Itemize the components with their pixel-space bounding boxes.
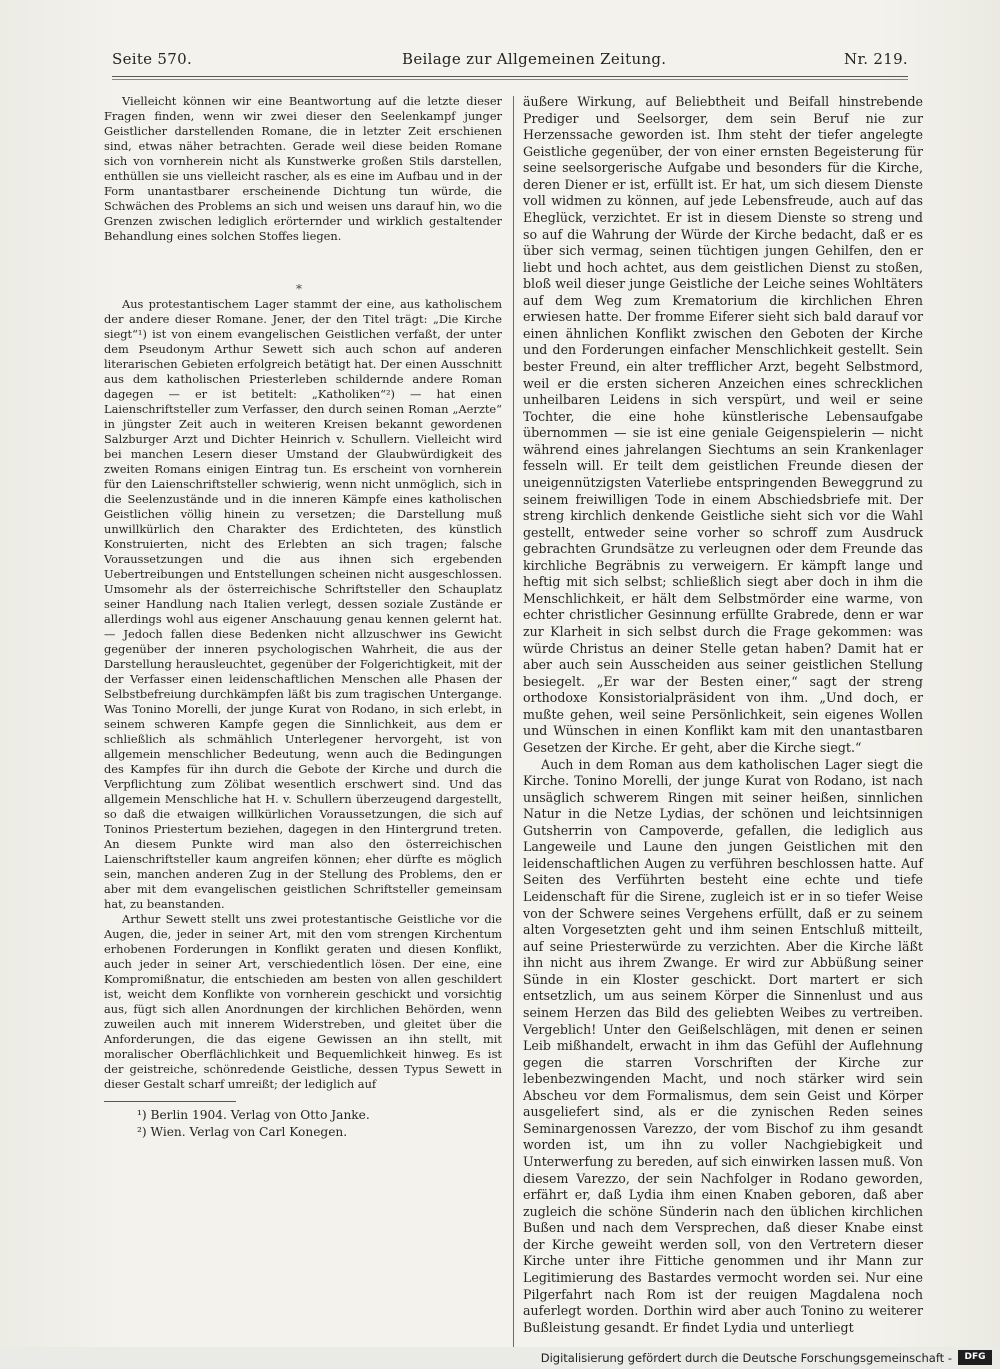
footnotes — [137, 1107, 370, 1141]
paragraph: Auch in dem Roman aus dem katholischen Lager siegt die Kirche. Tonino Morelli, der junge Kurat von Rodano, ist nach unsäglich schwerem Ringen mit seiner heißen, sinnlichen Natur in die Netze Lydias, der schönen und leichtsinnigen Gutsherrin von Campoverde, gefallen, die lediglich aus Langeweile und Laune den jungen Geistlichen mit den leidenschaftlichen Augen zu verführen beschlossen hatte. Auf Seiten des Verführten besteht eine echte und tiefe Leidenschaft für die Sirene, zugleich ist er in so tiefer Weise von der Schwere seines Vergehens erfüllt, daß er zu seinem alten Vorgesetzten geht und ihm seinen Entschluß mitteilt, auf seine Priesterwürde zu verzichten. Aber die Kirche läßt ihn nicht aus ihrem Zwange. Er wird zur Abbüßung seiner Sünde in ein Kloster geschickt. Dort martert er sich entsetzlich, um aus seinem Körper die Sinnenlust und aus seinem Herzen das Bild des geliebten Weibes zu vertreiben. Vergeblich! Unter den Geißelschlägen, mit denen er seinen Leib mißhandelt, erwacht in ihm das Gefühl der Auflehnung gegen die starren Vorschriften der Kirche zur lebenbezwingenden Macht, und noch stärker wird sein Abscheu vor dem Formalismus, dem sein Geist und Körper ausgeliefert sind, als er die zynischen Reden seines Seminargenossen Varezzo, der vom Bischof zu ihm gesandt worden ist, um ihn zu voller Nachgiebigkeit und Unterwerfung zu bereden, auf sich einwirken lassen muß. Von diesem Varezzo, der sein Nachfolger in Rodano geworden, erfährt er, daß Lydia ihm einen Knaben geboren, daß aber zugleich die schöne Sünderin nach den üblichen kirchlichen Bußen und nach dem Versprechen, daß dieser Knabe einst der Kirche geweiht werden soll, von den Vertretern dieser Kirche unter ihre Fittiche genommen und ihr Mann zur Legitimierung des Bastardes vermocht worden sei. Nur eine Pilgerfahrt nach Rom ist der reuigen Magdalena noch auferlegt worden. Dorthin wird aber auch Tonino zu weiterer Bußleistung gesandt. Er findet Lydia und unterliegt — [523, 756, 923, 1335]
page-number: Seite 570. — [112, 50, 193, 68]
section-separator: * — [296, 282, 302, 296]
footnote: ²) Wien. Verlag von Carl Konegen. — [137, 1125, 348, 1139]
paragraph: Vielleicht können wir eine Beantwortung auf die letzte dieser Fragen finden, wenn wir zwei dieser den Seelenkampf junger Geistlicher darstellenden Romane, die in letzter Zeit erschienen sind, etwas näher betrachten. Gerade weil diese beiden Romane sich von vornherein nicht als Kunstwerke großen Stils darstellen, enthüllen sie uns vielleicht rascher, als es eine im Aufbau und in der Form unantastbarer erscheinende Dichtung tun würde, die Schwächen des Problems an sich und weisen uns darauf hin, wo die Grenzen zwischen lediglich erörternder und wirklich gestaltender Behandlung eines solchen Stoffes liegen. — [104, 94, 502, 243]
header-rule-secondary — [112, 79, 908, 80]
publication-title: Beilage zur Allgemeinen Zeitung. — [402, 50, 667, 68]
digitization-credit: Digitalisierung gefördert durch die Deutsche Forschungsgemeinschaft - — [540, 1351, 952, 1365]
paragraph: äußere Wirkung, auf Beliebtheit und Beifall hinstrebende Prediger und Seelsorger, dem sein Beruf nie zur Herzenssache geworden ist. Ihm steht der tiefer angelegte Geistliche gegenüber, der von einer ernsten Begeisterung für seine seelsorgerische Aufgabe und besonders für die Kirche, deren Diener er ist, erfüllt ist. Er hat, um sich diesem Dienste voll widmen zu können, auf jede Lebensfreude, auch auf das Eheglück, verzichtet. Er ist in diesem Dienste so streng und so auf die Wahrung der Würde der Kirche bedacht, daß er es über sich vermag, seinen tüchtigen jungen Gehilfen, den er liebt und hoch achtet, aus dem geistlichen Dienst zu stoßen, bloß weil dieser junge Geistliche der Leiche seines Wohltäters auf dem Weg zum Krematorium die kirchlichen Ehren erwiesen hatte. Der fromme Eiferer sieht sich bald darauf vor einen ähnlichen Konflikt zwischen den Geboten der Kirche und den Forderungen einfacher Menschlichkeit gestellt. Sein bester Freund, ein alter trefflicher Arzt, begeht Selbstmord, weil er die ersten sicheren Anzeichen eines schrecklichen unheilbaren Leidens in sich verspürt, und weil er seine Tochter, die eine hohe künstlerische Lebensaufgabe übernommen — sie ist eine geniale Geigenspielerin — nicht während eines jahrelangen Siechtums an sein Krankenlager fesseln will. Er teilt dem geistlichen Freunde diesen der uneigennützigsten Vaterliebe entspringenden Beweggrund zu seinem freiwilligen Tode in einem Abschiedsbriefe mit. Der streng kirchlich denkende Geistliche sieht sich vor die Wahl gestellt, entweder seine vorher so schroff zum Ausdruck gebrachten Grundsätze zu verleugnen oder dem Freunde das kirchliche Begräbnis zu verweigern. Er kämpft lange und heftig mit sich selbst; schließlich siegt aber doch in ihm die Menschlichkeit, er hält dem Selbstmörder eine warme, von echter christlicher Gesinnung erfüllte Grabrede, denn er war zur Klarheit in sich selbst durch die Frage gekommen: was würde Christus an deiner Stelle getan haben? Damit hat er aber auch sein Ausscheiden aus seiner geistlichen Stellung besiegelt. „Er war der Besten einer,“ sagt der streng orthodoxe Konsistorialpräsident von ihm. „Und doch, er mußte gehen, weil seine Persönlichkeit, sein eigenes Wollen und Wünschen in einen Konflikt kam mit den unantastbaren Gesetzen der Kirche. Er geht, aber die Kirche siegt.“ — [523, 94, 923, 755]
dfg-logo: DFG — [958, 1350, 992, 1365]
footnote: ¹) Berlin 1904. Verlag von Otto Janke. — [137, 1108, 370, 1122]
footnote-rule — [104, 1101, 236, 1102]
paragraph: Aus protestantischem Lager stammt der eine, aus katholischem der andere dieser Romane. Jener, der den Titel trägt: „Die Kirche siegt“¹) ist von einem evangelischen Geistlichen verfaßt, der unter dem Pseudonym Arthur Sewett sich auch schon auf anderen literarischen Gebieten erfolgreich betätigt hat. Der einen Ausschnitt aus dem katholischen Priesterleben schildernde andere Roman dagegen — er ist betitelt: „Katholiken“²) — hat einen Laienschriftsteller zum Verfasser, den durch seinen Roman „Aerzte“ in jüngster Zeit auch in weiteren Kreisen bekannt gewordenen Salzburger Arzt und Dichter Heinrich v. Schullern. Vielleicht wird bei manchen Lesern dieser Umstand der Glaubwürdigkeit des zweiten Romans einigen Eintrag tun. Es erscheint von vornherein für den Laienschriftsteller schwierig, wenn nicht unmöglich, sich in die Seelenzustände und in die inneren Kämpfe eines katholischen Geistlichen völlig hinein zu versetzen; die Darstellung muß unwillkürlich den Charakter des Erdichteten, des künstlich Konstruierten, nicht des Erlebten an sich tragen; falsche Voraussetzungen und die aus ihnen sich ergebenden Uebertreibungen und Entstellungen scheinen nicht ausgeschlossen. Umsomehr als der österreichische Schriftsteller den Schauplatz seiner Handlung nach Italien verlegt, dessen soziale Zustände er allerdings wohl aus eigener Anschauung genau kennen gelernt hat. — Jedoch fallen diese Bedenken nicht allzuschwer ins Gewicht gegenüber der inneren psychologischen Wahrheit, die aus der Darstellung herausleuchtet, gegenüber der Folgerichtigkeit, mit der der Verfasser einen leidenschaftlichen Menschen alle Phasen der Selbstbefreiung durchkämpfen läßt bis zum tragischen Untergange. Was Tonino Morelli, der junge Kurat von Rodano, in sich erlebt, in seinem schweren Kampfe gegen die Sinnlichkeit, aus dem er schließlich als schmählich Unterlegener hervorgeht, ist von allgemein menschlicher Bedeutung, wenn auch die Bedingungen des Kampfes für ihn durch die Gebote der Kirche und durch die Verpflichtung zum Zölibat wesentlich erschwert sind. Und das allgemein Menschliche hat H. v. Schullern überzeugend dargestellt, so daß die etwaigen willkürlichen Voraussetzungen, die sich auf Toninos Priestertum beziehen, dagegen in den Hintergrund treten. An diesem Punkte wird man also den österreichischen Laienschriftsteller kaum angreifen können; eher dürfte es möglich sein, manchen anderen Zug in der Stellung des Problems, den er aber mit dem evangelischen geistlichen Schriftsteller gemeinsam hat, zu beanstanden. — [104, 297, 502, 911]
column-divider — [513, 96, 514, 1356]
issue-number: Nr. 219. — [844, 50, 908, 68]
paragraph: Arthur Sewett stellt uns zwei protestantische Geistliche vor die Augen, die, jeder in seiner Art, mit den vom strengen Kirchentum erhobenen Forderungen in Konflikt geraten und diesen Konflikt, auch jeder in seiner Art, verschiedentlich lösen. Der eine, eine Kompromißnatur, die entschieden am besten von allen geschildert ist, weicht dem Konflikte von vornherein geschickt und vorsichtig aus, fügt sich allen Anordnungen der kirchlichen Behörden, wenn zuweilen auch mit innerem Widerstreben, und gleitet über die Anforderungen, die das eigene Gewissen an ihn stellt, mit moralischer Oberflächlichkeit und Bequemlichkeit hinweg. Es ist der geistreiche, schönredende Geistliche, dessen Typus Sewett in dieser Gestalt scharf umreißt; der lediglich auf — [104, 912, 502, 1091]
right-column — [523, 94, 923, 1336]
header-rule — [112, 76, 908, 77]
page-header — [112, 50, 908, 76]
left-column — [104, 94, 502, 1092]
